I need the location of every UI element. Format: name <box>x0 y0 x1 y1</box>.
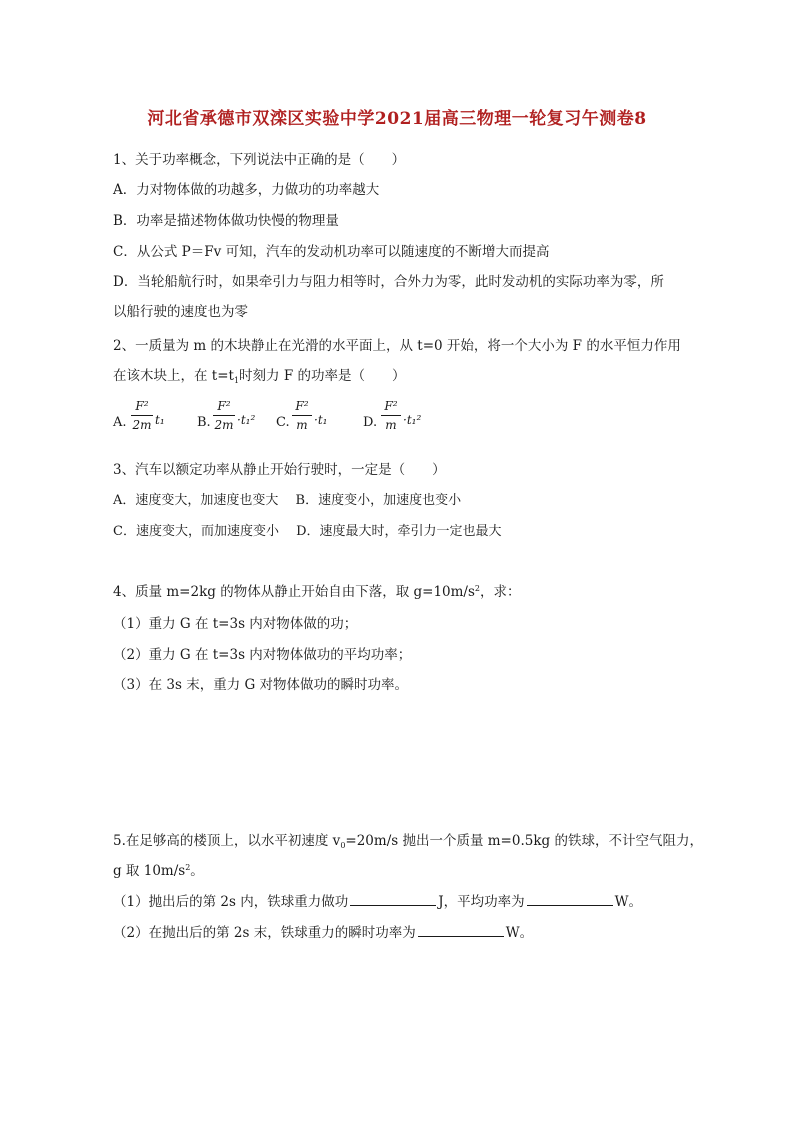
q2-stem-sub: 1 <box>233 376 240 385</box>
q3-options-ab: A．速度变大，加速度也变大 B．速度变小，加速度也变小 <box>113 493 462 508</box>
q1-option-c: C．从公式 P＝Fv 可知，汽车的发动机功率可以随速度的不断增大而提高 <box>113 244 550 260</box>
fraction-bar <box>292 415 312 416</box>
q2-option-label: D. <box>363 415 378 430</box>
q5-stem2-sup: 2 <box>185 863 191 872</box>
answer-blank[interactable] <box>350 893 436 906</box>
q4-part-1: （1）重力 G 在 t=3s 内对物体做的功； <box>113 616 358 632</box>
q5-part1-text-b: J，平均功率为 <box>438 894 525 910</box>
q2-option-label: A. <box>113 415 127 430</box>
fraction-numerator: F² <box>384 399 398 413</box>
q2-options <box>113 398 713 438</box>
q1-stem: 1、关于功率概念，下列说法中正确的是（ ） <box>113 152 406 168</box>
fraction-denominator: m <box>385 418 397 432</box>
q3-options-cd: C．速度变大，而加速度变小 D．速度最大时，牵引力一定也最大 <box>113 524 502 539</box>
fraction-denominator: 2m <box>214 418 234 432</box>
q1-option-a: A．力对物体做的功越多，力做功的功率越大 <box>113 182 380 198</box>
q5-part2-text-b: W。 <box>505 925 534 941</box>
fraction-bar <box>131 415 153 416</box>
q4-stem-pre: 4、质量 m=2kg 的物体从静止开始自由下落，取 g=10m/s <box>113 584 475 600</box>
q5-part-2 <box>113 921 533 941</box>
q5-stem2-post: 。 <box>190 863 204 879</box>
q2-stem-pre: 在该木块上，在 t=t <box>113 368 234 384</box>
q4-part-3: （3）在 3s 末，重力 G 对物体做功的瞬时功率。 <box>113 677 409 693</box>
q4-stem-sup: 2 <box>474 584 480 593</box>
q5-stem2-pre: g 取 10m/s <box>113 863 186 879</box>
q2-option-label: C. <box>276 415 290 430</box>
fraction-numerator: F² <box>295 399 309 413</box>
fraction-denominator: 2m <box>132 418 152 432</box>
q5-stem1-post: =20m/s 抛出一个质量 m=0.5kg 的铁球，不计空气阻力， <box>345 833 703 849</box>
q1-option-d-line2: 以船行驶的速度也为零 <box>113 304 248 320</box>
q5-part1-text-c: W。 <box>614 894 643 910</box>
q2-option-fraction <box>381 398 401 433</box>
q2-option-label: B. <box>197 415 211 430</box>
q5-stem1-pre: 5.在足够高的楼顶上，以水平初速度 v <box>113 833 341 849</box>
q4-part-2: （2）重力 G 在 t=3s 内对物体做功的平均功率； <box>113 647 412 663</box>
q2-option-tail: ·t₁² <box>237 413 256 427</box>
q2-option-fraction <box>131 398 153 433</box>
q2-stem-line2 <box>113 364 406 385</box>
q5-stem-line2 <box>113 859 204 879</box>
fraction-denominator: m <box>296 418 308 432</box>
q5-part-1 <box>113 890 642 910</box>
fraction-numerator: F² <box>217 399 231 413</box>
q2-option-fraction <box>292 398 312 433</box>
q2-option-tail: ·t₁² <box>403 413 422 427</box>
q5-part2-text-a: （2）在抛出后的第 2s 末，铁球重力的瞬时功率为 <box>113 925 416 941</box>
fraction-bar <box>213 415 235 416</box>
fraction-numerator: F² <box>135 399 149 413</box>
page-title: 河北省承德市双滦区实验中学2021届高三物理一轮复习午测卷8 <box>147 109 647 129</box>
q4-stem-post: ，求： <box>480 584 521 600</box>
q2-stem-post: 时刻力 F 的功率是（ ） <box>239 368 406 384</box>
q5-part1-text-a: （1）抛出后的第 2s 内，铁球重力做功 <box>113 894 349 910</box>
q2-option-tail: t₁ <box>155 413 165 427</box>
q1-option-b: B．功率是描述物体做功快慢的物理量 <box>113 213 339 229</box>
q2-option-fraction <box>213 398 235 433</box>
q3-stem: 3、汽车以额定功率从静止开始行驶时，一定是（ ） <box>113 462 446 478</box>
q2-stem-line1: 2、一质量为 m 的木块静止在光滑的水平面上，从 t=0 开始，将一个大小为 F 的水平恒力作用 <box>113 338 681 354</box>
q5-stem1-sub: 0 <box>340 841 346 850</box>
fraction-bar <box>381 415 401 416</box>
q5-stem-line1 <box>113 829 703 850</box>
q1-option-d-line1: D．当轮船航行时，如果牵引力与阻力相等时，合外力为零，此时发动机的实际功率为零，所 <box>113 274 664 290</box>
answer-blank[interactable] <box>418 924 504 937</box>
q4-stem <box>113 580 521 600</box>
answer-blank[interactable] <box>527 893 613 906</box>
q2-option-tail: ·t₁ <box>314 413 328 427</box>
